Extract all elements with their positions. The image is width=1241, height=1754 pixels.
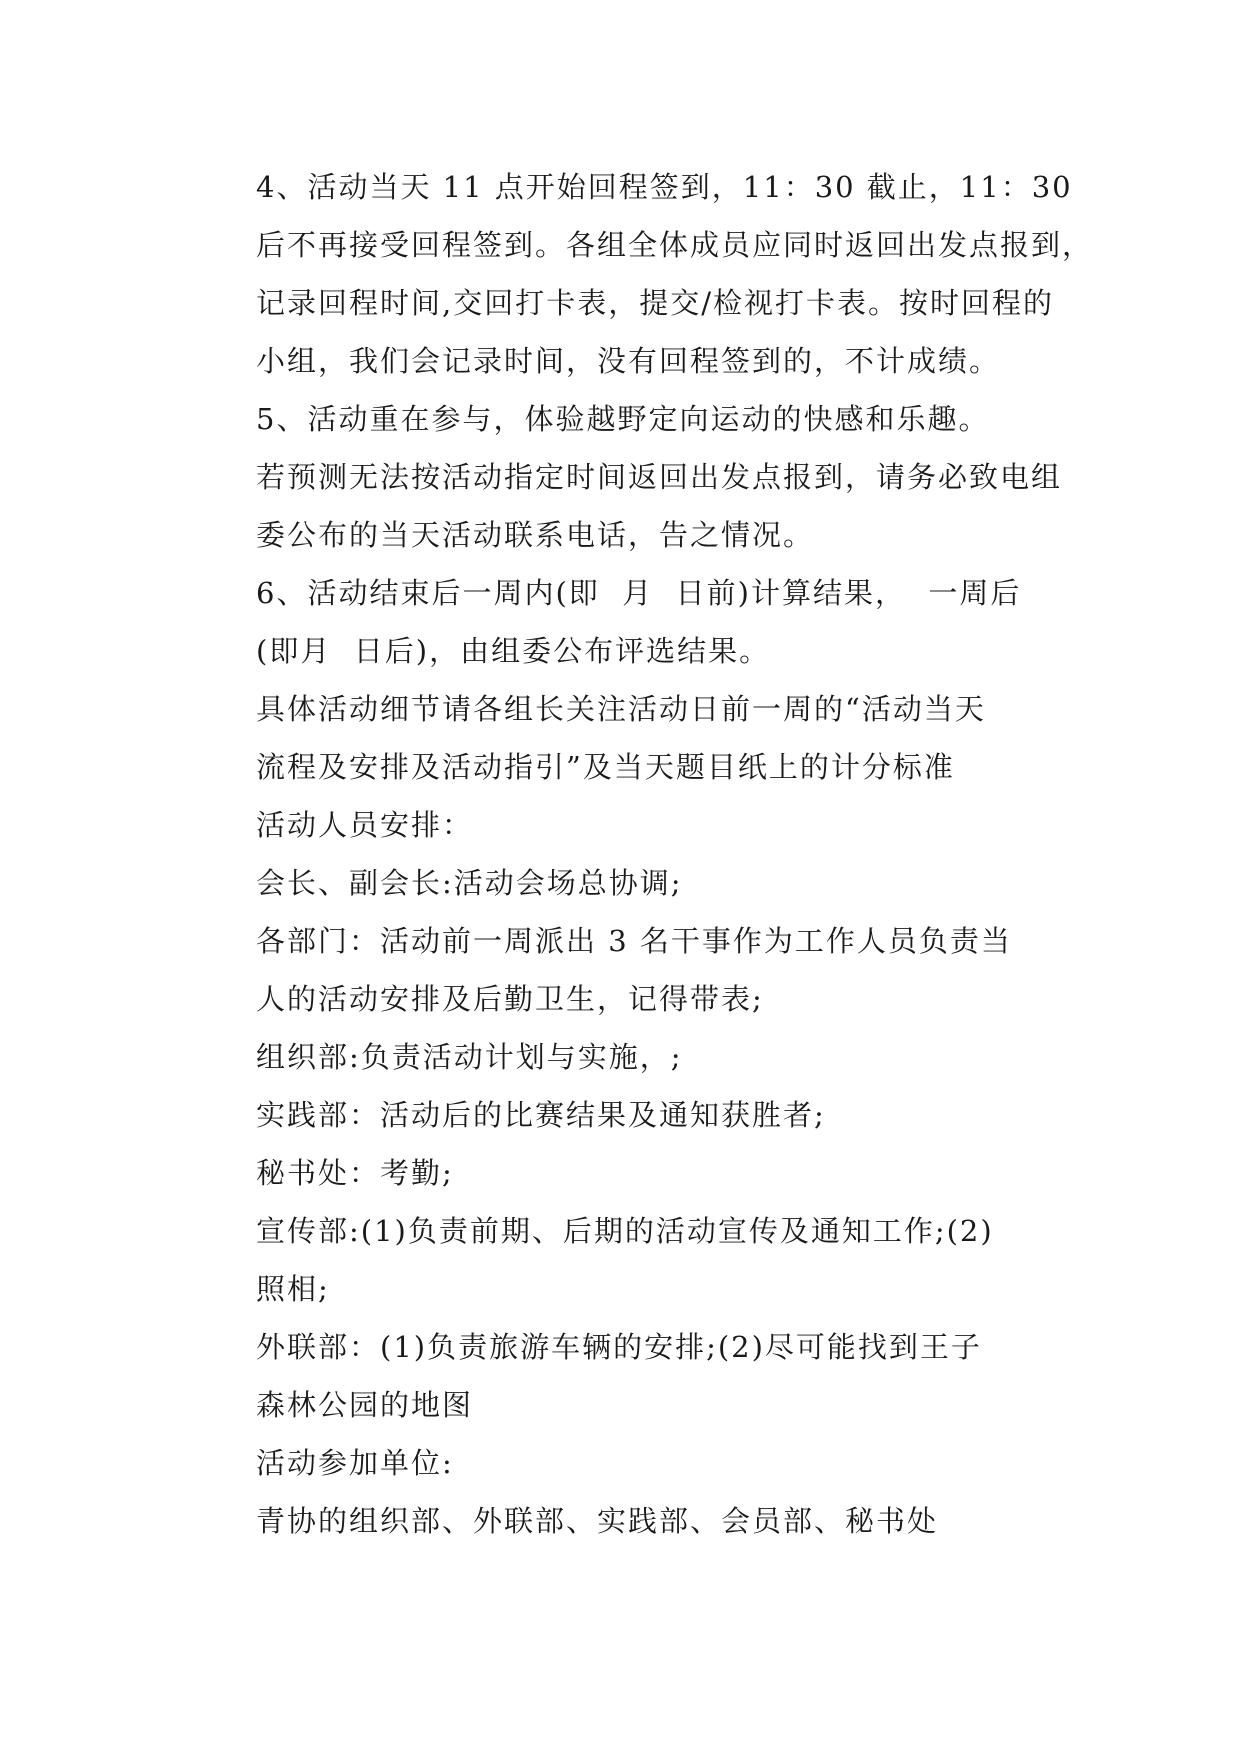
text-line: 6、活动结束后一周内(即 月 日前)计算结果， 一周后	[256, 576, 1022, 610]
text-line: 森林公园的地图	[256, 1388, 474, 1422]
document-body	[190, 158, 1094, 1550]
text-line: 后不再接受回程签到。各组全体成员应同时返回出发点报到，	[256, 228, 1094, 262]
paragraph	[190, 854, 1075, 912]
text-line: 流程及安排及活动指引”及当天题目纸上的计分标准	[256, 750, 955, 784]
paragraph	[190, 564, 1075, 680]
text-line: 具体活动细节请各组长关注活动日前一周的“活动当天	[256, 692, 986, 726]
text-line: 5、活动重在参与，体验越野定向运动的快感和乐趣。	[256, 402, 990, 436]
text-line: 秘书处：考勤;	[256, 1156, 454, 1190]
text-line: 委公布的当天活动联系电话，告之情况。	[256, 518, 815, 552]
paragraph	[190, 390, 1075, 564]
text-line: 若预测无法按活动指定时间返回出发点报到，请务必致电组	[256, 460, 1063, 494]
paragraph	[190, 1202, 1075, 1318]
text-line: 人的活动安排及后勤卫生，记得带表;	[256, 982, 764, 1016]
paragraph	[190, 158, 1094, 390]
paragraph	[190, 1318, 1075, 1434]
paragraph	[190, 1434, 1075, 1492]
text-line: (即月 日后)，由组委公布评选结果。	[256, 634, 771, 668]
text-line: 宣传部:(1)负责前期、后期的活动宣传及通知工作;(2)	[256, 1214, 994, 1248]
paragraph	[190, 680, 1075, 796]
text-line: 外联部：(1)负责旅游车辆的安排;(2)尽可能找到王子	[256, 1330, 982, 1364]
text-line: 组织部:负责活动计划与实施，;	[256, 1040, 683, 1074]
text-line: 青协的组织部、外联部、实践部、会员部、秘书处	[256, 1504, 939, 1538]
paragraph	[190, 1086, 1075, 1144]
text-line: 小组，我们会记录时间，没有回程签到的，不计成绩。	[256, 344, 1001, 378]
text-line: 照相;	[256, 1272, 330, 1306]
paragraph	[190, 1144, 1075, 1202]
paragraph	[190, 912, 1075, 1028]
text-line: 记录回程时间,交回打卡表，提交/检视打卡表。按时回程的	[256, 286, 1054, 320]
text-line: 实践部：活动后的比赛结果及通知获胜者;	[256, 1098, 826, 1132]
text-line: 4、活动当天 11 点开始回程签到，11：30 截止，11：30	[256, 170, 1073, 204]
text-line: 活动人员安排：	[256, 808, 474, 842]
paragraph	[190, 1492, 1075, 1550]
text-line: 各部门：活动前一周派出 3 名干事作为工作人员负责当	[256, 924, 1012, 958]
paragraph	[190, 796, 1075, 854]
paragraph	[190, 1028, 1075, 1086]
text-line: 活动参加单位:	[256, 1446, 454, 1480]
text-line: 会长、副会长:活动会场总协调;	[256, 866, 683, 900]
